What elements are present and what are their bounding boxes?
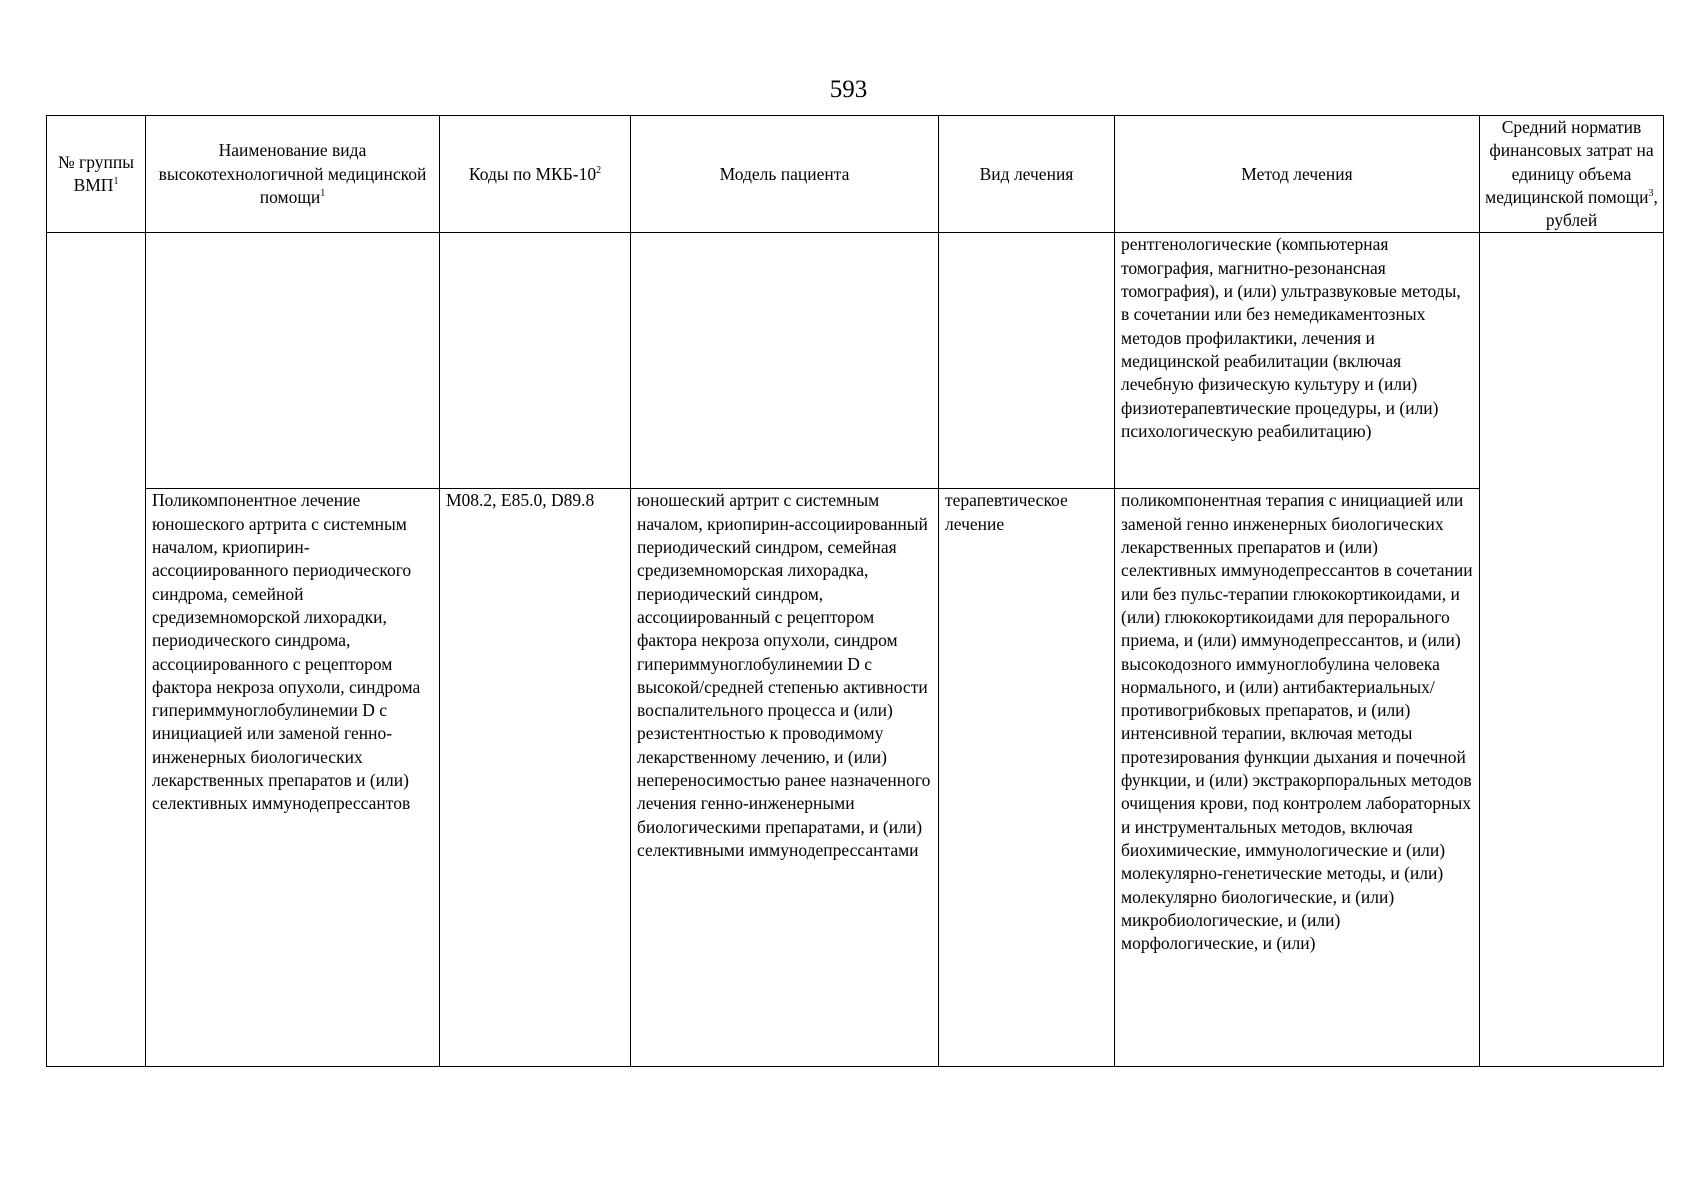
- cell-icd-codes: [440, 233, 631, 489]
- header-treatment-type: Вид лечения: [939, 116, 1115, 233]
- table-header-row: [47, 116, 1664, 233]
- cell-treatment-type: [939, 233, 1115, 489]
- cell-patient-model: юношеский артрит с системным началом, криопирин-ассоциированный периодический синдром, семейная средиземноморская лихорадка, периодический синдром, ассоциированный с рецептором фактора некроза опухоли, синдром гипериммуноглобулинемии D с высокой/средней степенью активности воспалительного процесса и (или) резистентностью к проводимому лекарственному лечению, и (или) непереносимостью ранее назначенного лечения генно-инженерными биологическими препаратами, и (или) селективными иммунодепрессантами: [631, 489, 939, 1067]
- cell-group-number: [47, 233, 146, 1067]
- cell-care-type-name: Поликомпонентное лечение юношеского артрита с системным началом, криопирин-ассоциированного периодического синдрома, семейной средиземноморской лихорадки, периодического синдрома, ассоциированного с рецептором фактора некроза опухоли, синдрома гипериммуноглобулинемии D с инициацией или заменой генно-инженерных биологических лекарственных препаратов и (или) селективных иммунодепрессантов: [146, 489, 440, 1067]
- cell-icd-codes: M08.2, E85.0, D89.8: [440, 489, 631, 1067]
- header-icd-codes: Коды по МКБ-$10^2$: [440, 116, 631, 233]
- header-care-type-name: Наименование вида высокотехнологичной медицинской помощи$^1$: [146, 116, 440, 233]
- header-group-number: № группы ВМП$^1$: [47, 116, 146, 233]
- cell-cost-standard: [1480, 233, 1664, 1067]
- cell-treatment-type: терапевтическое лечение: [939, 489, 1115, 1067]
- header-patient-model: Модель пациента: [631, 116, 939, 233]
- cell-care-type-name: [146, 233, 440, 489]
- cell-treatment-method: поликомпонентная терапия с инициацией или заменой генно инженерных биологических лекарственных препаратов и (или) селективных иммунодепрессантов в сочетании или без пульс-терапии глюкокортикоидами, и (или) глюкокортикоидами для перорального приема, и (или) иммунодепрессантов, и (или) высокодозного иммуноглобулина человека нормального, и (или) антибактериальных/противогрибковых препаратов, и (или) интенсивной терапии, включая методы протезирования функции дыхания и почечной функции, и (или) экстракорпоральных методов очищения крови, под контролем лабораторных и инструментальных методов, включая биохимические, иммунологические и (или) молекулярно-генетические методы, и (или) молекулярно биологические, и (или) микробиологические, и (или) морфологические, и (или): [1115, 489, 1480, 1067]
- header-cost-standard: Средний норматив финансовых затрат на единицу объема медицинской помощи$^3$, рублей: [1480, 116, 1664, 233]
- table-row: [47, 489, 1664, 1067]
- cell-patient-model: [631, 233, 939, 489]
- header-treatment-method: Метод лечения: [1115, 116, 1480, 233]
- cell-treatment-method: рентгенологические (компьютерная томография, магнитно-резонансная томография), и (или) ультразвуковые методы, в сочетании или без немедикаментозных методов профилактики, лечения и медицинской реабилитации (включая лечебную физическую культуру и (или) физиотерапевтические процедуры, и (или) психологическую реабилитацию): [1115, 233, 1480, 489]
- table-row: [47, 233, 1664, 489]
- page-number: 593: [829, 76, 868, 103]
- vmp-table: [46, 115, 1664, 1067]
